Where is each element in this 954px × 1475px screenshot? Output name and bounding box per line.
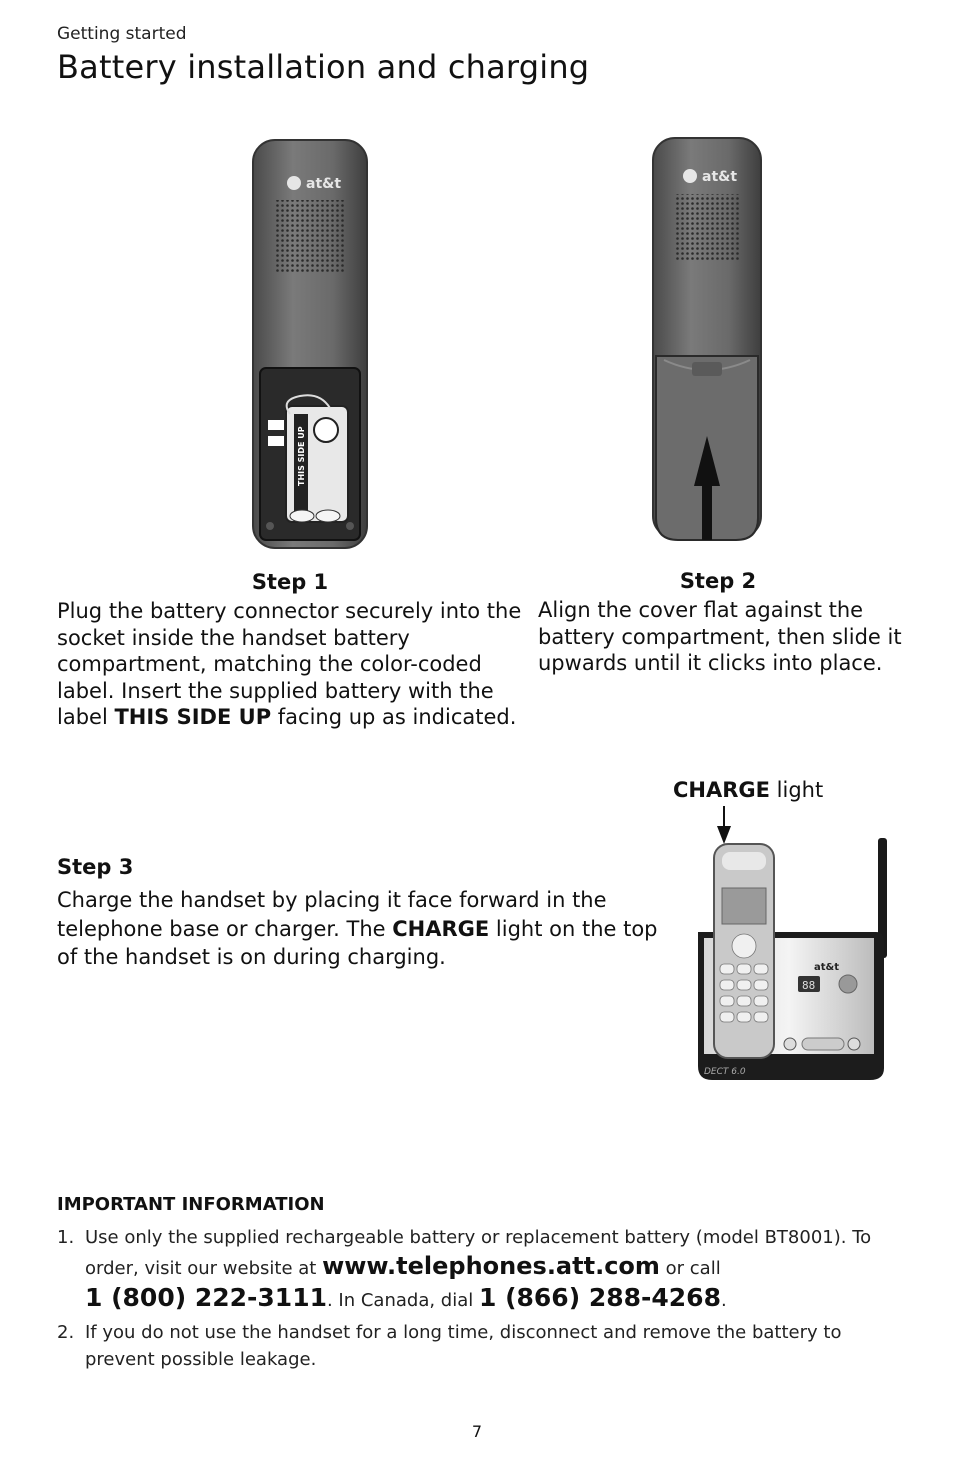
brand-logo-base: at&t	[814, 962, 840, 973]
important-list	[57, 1223, 897, 1373]
step3-text-bold: CHARGE	[392, 916, 490, 941]
charge-callout-rest: light	[770, 778, 824, 802]
item1-text: .	[720, 1290, 727, 1311]
charge-light-callout	[673, 778, 823, 802]
step1-text-part: facing up as indicated.	[271, 705, 517, 729]
handset-back-open-figure	[250, 138, 370, 550]
battery-label-text: THIS SIDE UP	[297, 426, 306, 486]
page-title: Battery installation and charging	[57, 48, 590, 86]
item-number: 1.	[57, 1227, 75, 1248]
important-item-1	[57, 1223, 897, 1315]
important-heading: IMPORTANT INFORMATION	[57, 1194, 325, 1215]
step1-text-bold: THIS SIDE UP	[114, 705, 272, 729]
step2-heading: Step 2	[679, 569, 757, 593]
canada-phone-number[interactable]: 1 (866) 288-4268	[478, 1283, 721, 1312]
item1-text: Use only the supplied rechargeable battery or replacement battery (model BT8001). To order, visit our website at	[85, 1227, 872, 1279]
brand-logo-step1: at&t	[306, 176, 342, 192]
charge-callout-bold: CHARGE	[673, 778, 770, 802]
important-item-2	[57, 1319, 897, 1373]
brand-logo-step2: at&t	[702, 169, 738, 185]
step3-text-part: light on the top of the handset is on during charging.	[57, 916, 658, 969]
item-number: 2.	[57, 1322, 75, 1343]
step3-text-part: Charge the handset by placing it face forward in the telephone base or charger. The	[57, 888, 607, 941]
website-link[interactable]: www.telephones.att.com	[322, 1252, 660, 1280]
step2-text: Align the cover flat against the battery compartment, then slide it upwards until it clicks into place.	[538, 598, 902, 675]
item1-text: . In Canada, dial	[326, 1290, 479, 1311]
page-number: 7	[471, 1422, 483, 1441]
section-label: Getting started	[57, 24, 187, 44]
dect-label: DECT 6.0	[704, 1067, 746, 1077]
step3-text	[57, 886, 682, 972]
step1-text	[57, 598, 527, 731]
step1-text-part: Plug the battery connector securely into the socket inside the handset battery compartment, matching the color-coded label. Insert the supplied battery with the label	[57, 599, 522, 729]
step3-heading: Step 3	[57, 855, 134, 879]
base-display: 88	[802, 979, 816, 992]
handset-in-base-figure	[694, 806, 894, 1086]
handset-cover-slide-figure	[650, 136, 765, 544]
step1-heading: Step 1	[251, 570, 329, 594]
item1-text: or call	[659, 1258, 721, 1279]
us-phone-number[interactable]: 1 (800) 222-3111	[85, 1283, 327, 1312]
item2-text: If you do not use the handset for a long time, disconnect and remove the battery to prevent possible leakage.	[85, 1322, 842, 1370]
